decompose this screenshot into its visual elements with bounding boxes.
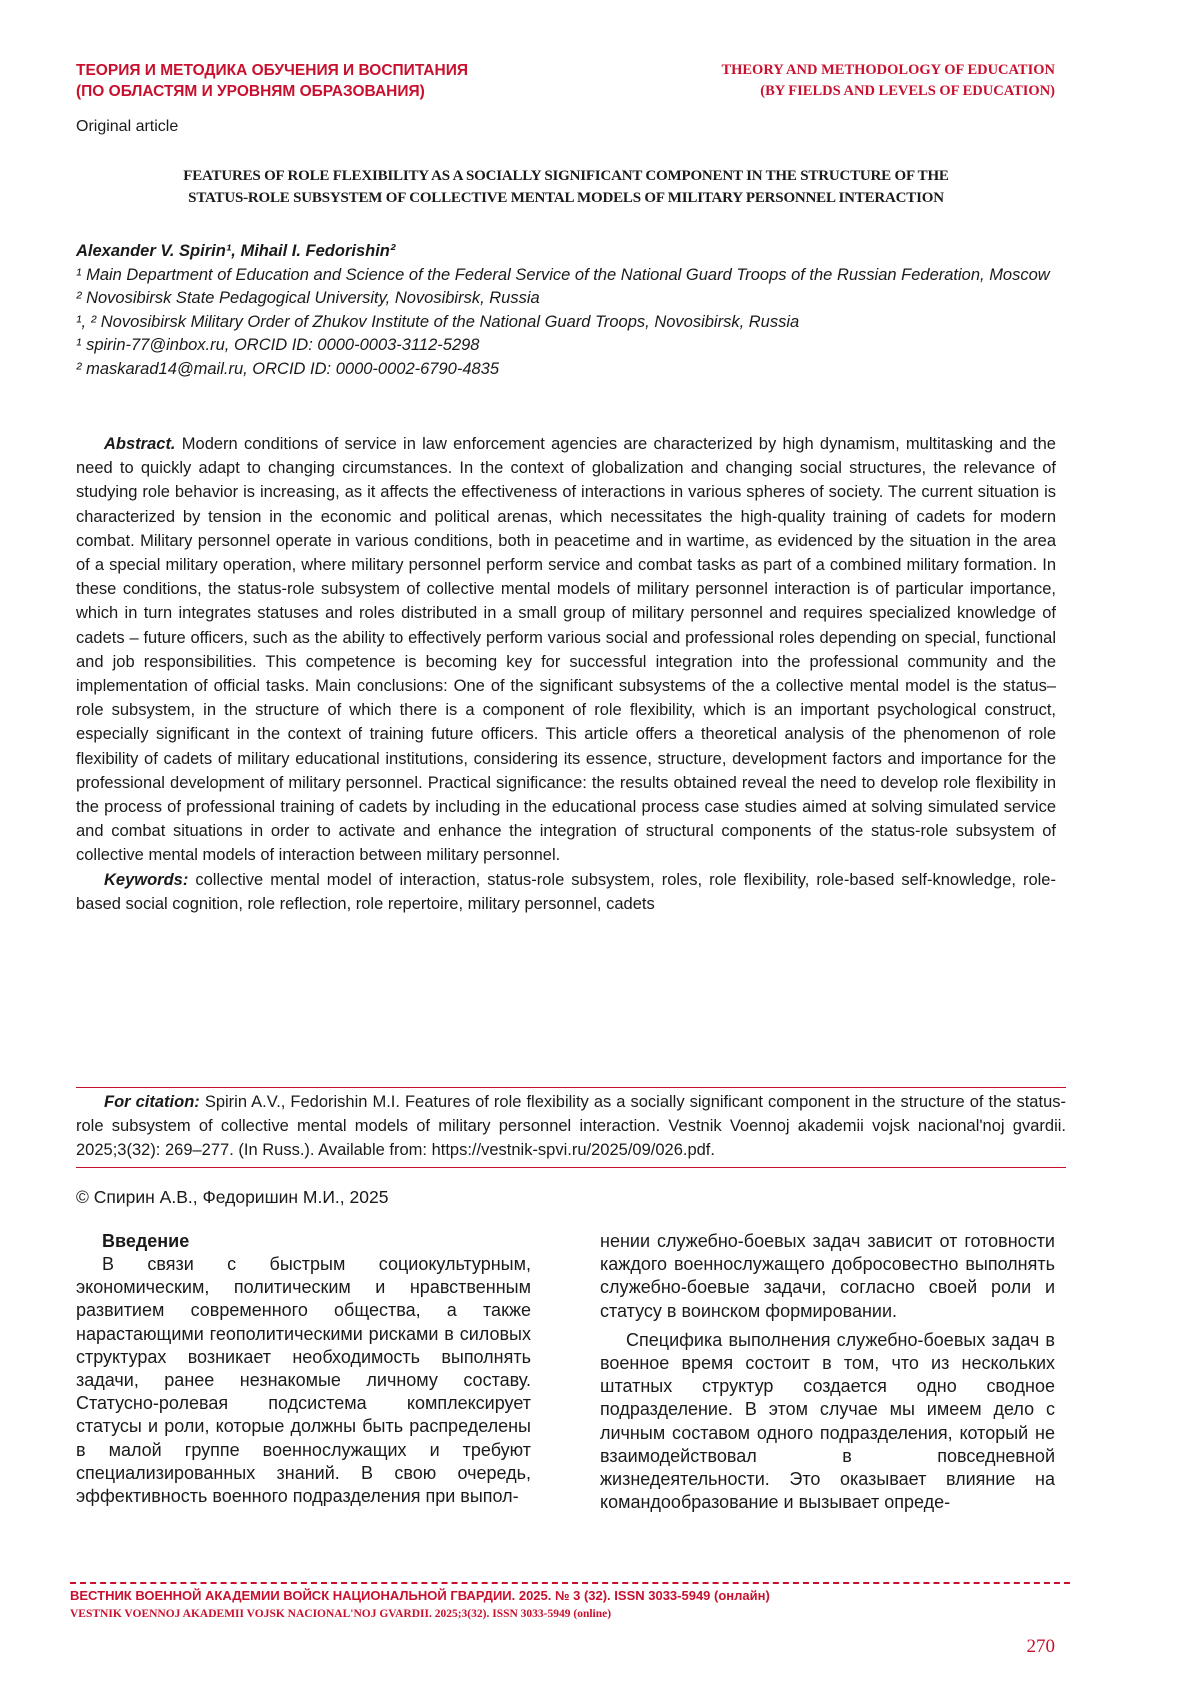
- body-column-right: [600, 1230, 1055, 1514]
- body-paragraph: нении служебно-боевых задач зависит от готовности каждого военнослужащего добросовестно выполнять служебно-боевые задачи, согласно своей роли и статусу в воинском формировании.: [600, 1231, 1055, 1321]
- copyright: © Спирин А.В., Федоришин М.И., 2025: [76, 1187, 389, 1207]
- author-names: Alexander V. Spirin¹, Mihail I. Fedorishin²: [76, 242, 396, 260]
- affiliation-2: ² Novosibirsk State Pedagogical University, Novosibirsk, Russia: [76, 289, 540, 307]
- authors-block: [76, 240, 1056, 381]
- title-line2: STATUS-ROLE SUBSYSTEM OF COLLECTIVE MENTAL MODELS OF MILITARY PERSONNEL INTERACTION: [188, 190, 944, 206]
- article-title: [76, 165, 1056, 209]
- keywords-text: collective mental model of interaction, status-role subsystem, roles, role flexibility, role-based self-knowledge, role-based social cognition, role reflection, role repertoire, military personnel, cadets: [76, 870, 1056, 913]
- section-heading: Введение: [102, 1231, 190, 1251]
- citation-block: [76, 1087, 1066, 1168]
- footer-line-ru: ВЕСТНИК ВОЕННОЙ АКАДЕМИИ ВОЙСК НАЦИОНАЛЬНОЙ ГВАРДИИ. 2025. № 3 (32). ISSN 3033-5949 (онлайн): [70, 1588, 770, 1603]
- header-right: [575, 60, 1055, 102]
- affiliation-3: ¹, ² Novosibirsk Military Order of Zhukov Institute of the National Guard Troops, Novosibirsk, Russia: [76, 312, 800, 331]
- abstract-paragraph: [76, 432, 1056, 868]
- header-left: [76, 60, 596, 102]
- footer-line-en: VESTNIK VOENNOJ AKADEMII VOJSK NACIONAL'NOJ GVARDII. 2025;3(32). ISSN 3033-5949 (online): [70, 1608, 612, 1620]
- abstract-text: Modern conditions of service in law enforcement agencies are characterized by high dynamism, multitasking and the need to quickly adapt to changing circumstances. In the context of globalization and changing social structures, the relevance of studying role behavior is increasing, as it affects the effectiveness of interactions in various spheres of society. The current situation is characterized by tension in the economic and political arenas, which necessitates the high-quality training of cadets for modern combat. Military personnel operate in various conditions, both in peacetime and in wartime, as evidenced by the situation in the area of a special military operation, where military personnel perform service and combat tasks as part of a combined military formation. In these conditions, the status-role subsystem of collective mental models of military personnel interaction is of particular importance, which in turn integrates statuses and roles distributed in a small group of military personnel and requires specialized knowledge of cadets – future officers, such as the ability to effectively perform various social and professional roles depending on special, functional and job responsibilities. This competence is becoming key for successful integration into the professional community and the implementation of official tasks. Main conclusions: One of the significant subsystems of the a collective mental model is the status–role subsystem, in the structure of which there is a component of role flexibility, which is an important psychological construct, especially significant in the context of training future officers. This article offers a theoretical analysis of the phenomenon of role flexibility of cadets of military educational institutions, considering its essence, structure, development factors and importance for the professional development of military personnel. Practical significance: the results obtained reveal the need to develop role flexibility in the process of professional training of cadets by including in the educational process case studies aimed at solving simulated service and combat situations in order to activate and enhance the integration of structural components of the status-role subsystem of collective mental models of interaction between military personnel.: [76, 435, 1056, 865]
- body-paragraph: Специфика выполнения служебно-боевых задач в военное время состоит в том, что из нескольких штатных структур создается одно сводное подразделение. В этом случае мы имеем дело с личным составом одного подразделения, который не взаимодействовал в повседневной жизнедеятельности. Это оказывает влияние на командообразование и вызывает опреде-: [600, 1329, 1055, 1513]
- footer-divider: [70, 1582, 1070, 1584]
- header-left-line1: ТЕОРИЯ И МЕТОДИКА ОБУЧЕНИЯ И ВОСПИТАНИЯ: [76, 62, 468, 79]
- header-right-line1: THEORY AND METHODOLOGY OF EDUCATION: [721, 62, 1055, 78]
- page-number: 270: [1026, 1636, 1055, 1657]
- citation-text: Spirin A.V., Fedorishin M.I. Features of role flexibility as a socially significant component in the structure of the status-role subsystem of collective mental models of military personnel interaction. Vestnik Voennoj akademii vojsk nacional'noj gvardii. 2025;3(32): 269–277. (In Russ.). Available from: https://vestnik-spvi.ru/2025/09/026.pdf.: [76, 1093, 1066, 1160]
- body-column-left: [76, 1230, 531, 1508]
- keywords-paragraph: [76, 868, 1056, 916]
- header-left-line2: (ПО ОБЛАСТЯМ И УРОВНЯМ ОБРАЗОВАНИЯ): [76, 83, 425, 100]
- abstract-label: Abstract.: [104, 435, 176, 453]
- citation-label: For citation:: [104, 1093, 200, 1111]
- keywords-label: Keywords:: [104, 870, 189, 889]
- title-line1: FEATURES OF ROLE FLEXIBILITY AS A SOCIALLY SIGNIFICANT COMPONENT IN THE STRUCTURE OF THE: [183, 168, 949, 184]
- affiliation-1: ¹ Main Department of Education and Science of the Federal Service of the National Guard Troops of the Russian Federation, Moscow: [76, 265, 1050, 284]
- author-email-1[interactable]: ¹ spirin-77@inbox.ru, ORCID ID: 0000-0003-3112-5298: [76, 336, 480, 354]
- abstract-block: [76, 432, 1056, 916]
- author-email-2[interactable]: ² maskarad14@mail.ru, ORCID ID: 0000-0002-6790-4835: [76, 359, 500, 378]
- article-type: Original article: [76, 118, 179, 135]
- body-paragraph: В связи с быстрым социокультурным, экономическим, политическим и нравственным развитием современного общества, а также нарастающими геополитическими рисками в силовых структурах возникает необходимость выполнять задачи, ранее незнакомые личному составу. Статусно-ролевая подсистема комплексирует статусы и роли, которые должны быть распределены в малой группе военнослужащих и требуют специализированных знаний. В свою очередь, эффективность военного подразделения при выпол-: [76, 1254, 531, 1507]
- header-right-line2: (BY FIELDS AND LEVELS OF EDUCATION): [760, 83, 1055, 99]
